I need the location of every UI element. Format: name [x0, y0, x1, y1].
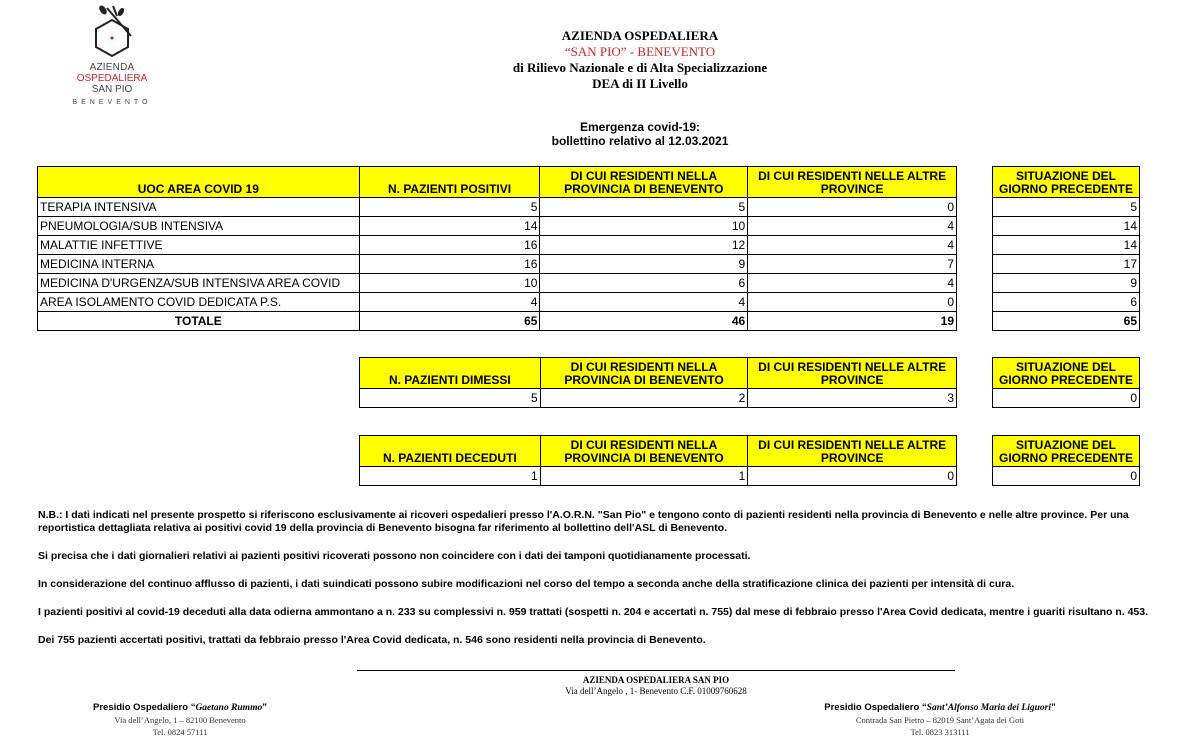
positive-count: 16	[359, 255, 540, 274]
prev-count: 6	[993, 293, 1140, 312]
total-label: TOTALE	[38, 312, 360, 331]
col-header-other: DI CUI RESIDENTI NELLE ALTRE PROVINCE	[748, 358, 957, 389]
col-header-other: DI CUI RESIDENTI NELLE ALTRE PROVINCE	[748, 167, 957, 198]
discharged-benevento: 2	[540, 389, 748, 408]
note-paragraph: In considerazione del continuo afflusso di pazienti, i dati suindicati possono subire modificazioni nel corso del tempo a seconda anche della stratificazione clinica dei pazienti per intensità di cura.	[38, 578, 1015, 590]
discharged-table	[359, 357, 957, 408]
col-header-benevento: DI CUI RESIDENTI NELLA PROVINCIA DI BENEVENTO	[540, 436, 748, 467]
header-title: AZIENDA OSPEDALIERA	[561, 28, 719, 43]
prev-count: 5	[993, 198, 1140, 217]
col-header-other: DI CUI RESIDENTI NELLE ALTRE PROVINCE	[748, 436, 957, 467]
footer-right-presidio	[790, 702, 1090, 738]
prev-count: 14	[993, 236, 1140, 255]
positive-count: 4	[359, 293, 540, 312]
presidio-suffix: ”	[1051, 702, 1056, 713]
positives-table	[37, 166, 957, 331]
benevento-count: 9	[540, 255, 748, 274]
col-header-deceased: N. PAZIENTI DECEDUTI	[360, 436, 541, 467]
deceased-other: 0	[748, 467, 957, 486]
bulletin-title-line-1: Emergenza covid-19:	[579, 120, 701, 134]
other-count: 0	[748, 293, 957, 312]
hospital-logo	[62, 2, 162, 108]
prev-count: 14	[993, 217, 1140, 236]
col-header-discharged: N. PAZIENTI DIMESSI	[360, 358, 541, 389]
deceased-benevento: 1	[540, 467, 748, 486]
prev-total: 65	[993, 312, 1140, 331]
positives-previous-day-table	[992, 166, 1140, 331]
discharged-previous-day-table	[992, 357, 1140, 408]
benevento-count: 12	[540, 236, 748, 255]
presidio-name	[790, 702, 1090, 714]
header-line-4: DEA di II Livello	[592, 76, 688, 91]
other-count: 4	[748, 217, 957, 236]
benevento-count: 5	[540, 198, 748, 217]
table-row	[38, 274, 957, 293]
unit-name: TERAPIA INTENSIVA	[38, 198, 360, 217]
footer-org-name: AZIENDA OSPEDALIERA SAN PIO	[582, 675, 730, 685]
discharged-prev: 0	[993, 389, 1140, 408]
header-line-3: di Rilievo Nazionale e di Alta Specializzazione	[512, 60, 768, 75]
positive-count: 14	[359, 217, 540, 236]
presidio-address: Contrada San Pietro – 82019 Sant’Agata dei Goti	[855, 715, 1025, 725]
presidio-title: Gaetano Rummo	[195, 703, 263, 713]
other-count: 7	[748, 255, 957, 274]
footer-center	[357, 675, 955, 697]
total-positive: 65	[359, 312, 540, 331]
benevento-count: 10	[540, 217, 748, 236]
other-count: 0	[748, 198, 957, 217]
presidio-prefix: Presidio Ospedaliero “	[824, 702, 927, 713]
presidio-phone: Tel. 0823 313111	[910, 727, 970, 737]
presidio-prefix: Presidio Ospedaliero “	[93, 702, 196, 713]
prev-count: 17	[993, 255, 1140, 274]
table-row	[38, 236, 957, 255]
benevento-count: 6	[540, 274, 748, 293]
bulletin-title-line-2: bollettino relativo al 12.03.2021	[551, 134, 729, 148]
total-other: 19	[748, 312, 957, 331]
other-count: 4	[748, 274, 957, 293]
total-row	[38, 312, 957, 331]
positive-count: 16	[359, 236, 540, 255]
table-row	[360, 389, 957, 408]
col-header-unit: UOC AREA COVID 19	[38, 167, 360, 198]
logo-line-1: AZIENDA	[89, 62, 135, 73]
col-header-previous-day: SITUAZIONE DEL GIORNO PRECEDENTE	[993, 358, 1140, 389]
deceased-previous-day-table	[992, 435, 1140, 486]
notes-section	[38, 509, 1148, 662]
presidio-title: Sant’Alfonso Maria dei Liguori	[926, 703, 1051, 713]
other-count: 4	[748, 236, 957, 255]
discharged-count: 5	[360, 389, 541, 408]
col-header-benevento: DI CUI RESIDENTI NELLA PROVINCIA DI BENEVENTO	[540, 358, 748, 389]
header-subtitle: “SAN PIO” - BENEVENTO	[564, 44, 716, 59]
unit-name: AREA ISOLAMENTO COVID DEDICATA P.S.	[38, 293, 360, 312]
footer-divider	[357, 670, 955, 671]
positive-count: 5	[359, 198, 540, 217]
prev-count: 9	[993, 274, 1140, 293]
presidio-suffix: ”	[262, 702, 267, 713]
footer-left-presidio	[60, 702, 300, 738]
presidio-address: Via dell’Angelo, 1 – 82100 Benevento	[114, 715, 246, 725]
deceased-count: 1	[360, 467, 541, 486]
note-paragraph: Si precisa che i dati giornalieri relativi ai pazienti positivi ricoverati possono non coincidere con i dati dei tamponi quotidianamente processati.	[38, 550, 751, 562]
logo-line-4: BENEVENTO	[72, 99, 152, 106]
col-header-positive: N. PAZIENTI POSITIVI	[359, 167, 540, 198]
note-paragraph: I pazienti positivi al covid-19 deceduti alla data odierna ammontano a n. 233 su complessivi n. 959 trattati (sospetti n. 204 e accertati n. 755) dal mese di febbraio presso l'Area Covid dedicata, mentre i guariti risultano n. 453.	[38, 606, 1149, 618]
deceased-table	[359, 435, 957, 486]
logo-line-2: OSPEDALIERA	[76, 73, 148, 84]
col-header-benevento: DI CUI RESIDENTI NELLA PROVINCIA DI BENEVENTO	[540, 167, 748, 198]
presidio-phone: Tel. 0824 57111	[152, 727, 208, 737]
unit-name: PNEUMOLOGIA/SUB INTENSIVA	[38, 217, 360, 236]
hexagon-branch-icon	[87, 2, 137, 60]
table-row	[360, 467, 957, 486]
note-paragraph: Dei 755 pazienti accertati positivi, trattati da febbraio presso l'Area Covid dedicata, n. 546 sono residenti nella provincia di Benevento.	[38, 634, 706, 646]
unit-name: MEDICINA INTERNA	[38, 255, 360, 274]
bulletin-title	[380, 120, 900, 148]
positive-count: 10	[359, 274, 540, 293]
document-header	[380, 28, 900, 92]
benevento-count: 4	[540, 293, 748, 312]
unit-name: MEDICINA D'URGENZA/SUB INTENSIVA AREA COVID	[38, 274, 360, 293]
table-row	[38, 217, 957, 236]
discharged-other: 3	[748, 389, 957, 408]
table-row	[38, 255, 957, 274]
note-paragraph: N.B.: I dati indicati nel presente prospetto si riferiscono esclusivamente ai ricoveri ospedalieri presso l'A.O.R.N. "San Pio" e tengono conto di pazienti residenti nella provincia di Benevento e nelle altre province. Per una reportistica dettagliata relativa ai positivi covid 19 della provincia di Benevento bisogna far riferimento al bollettino dell'ASL di Benevento.	[38, 509, 1129, 534]
col-header-previous-day: SITUAZIONE DEL GIORNO PRECEDENTE	[993, 436, 1140, 467]
deceased-prev: 0	[993, 467, 1140, 486]
col-header-previous-day: SITUAZIONE DEL GIORNO PRECEDENTE	[993, 167, 1140, 198]
total-benevento: 46	[540, 312, 748, 331]
unit-name: MALATTIE INFETTIVE	[38, 236, 360, 255]
presidio-name	[60, 702, 300, 714]
logo-line-3: SAN PIO	[91, 84, 133, 95]
footer-org-address: Via dell’Angelo , 1- Benevento C.F. 01009760628	[565, 686, 747, 696]
table-row	[38, 293, 957, 312]
table-row	[38, 198, 957, 217]
